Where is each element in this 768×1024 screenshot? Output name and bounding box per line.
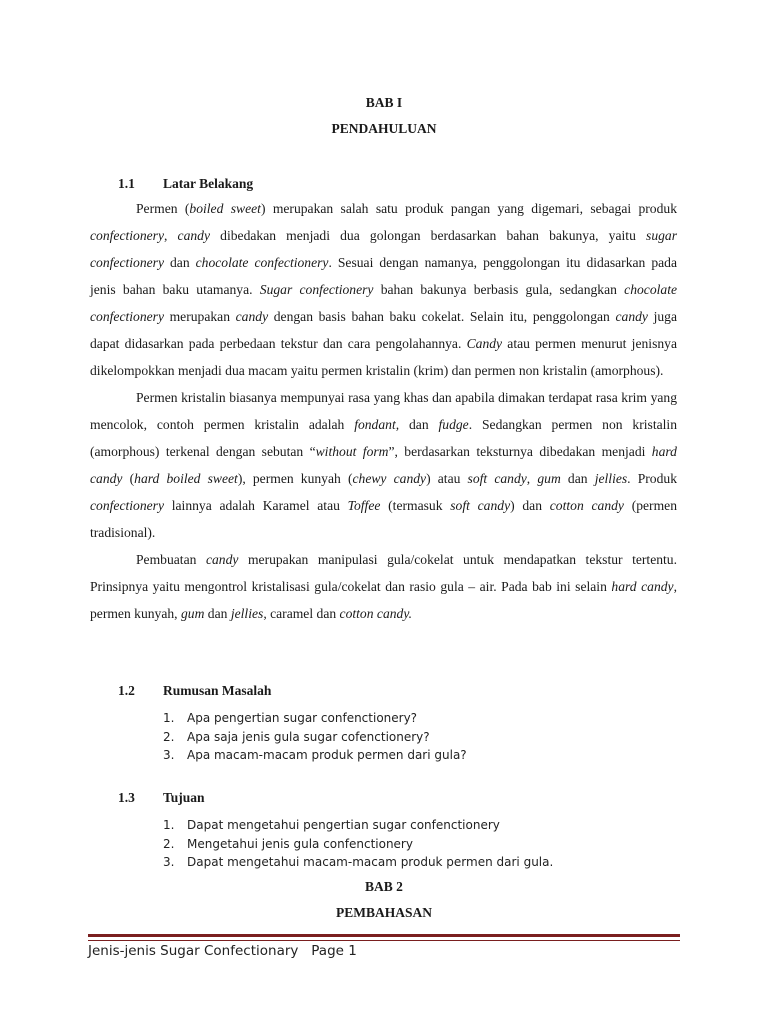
list-item: 1. Apa pengertian sugar confenctionery?	[163, 711, 418, 725]
list-item: 1. Dapat mengetahui pengertian sugar confenctionery	[163, 818, 500, 832]
rumusan-masalah-list	[163, 709, 467, 765]
section-1-1-body	[90, 195, 677, 627]
paragraph: Permen (boiled sweet) merupakan salah satu produk pangan yang digemari, sebagai produk confectionery, candy dibedakan menjadi dua golongan berdasarkan bahan bakunya, yaitu sugar confectionery dan chocolate confectionery. Sesuai dengan namanya, penggolongan itu didasarkan pada jenis bahan baku utamanya. Sugar confectionery bahan bakunya berbasis gula, sedangkan chocolate confectionery merupakan candy dengan basis bahan baku cokelat. Selain itu, penggolongan candy juga dapat didasarkan pada perbedaan tekstur dan cara pengolahannya. Candy atau permen menurut jenisnya dikelompokkan menjadi dua macam yaitu permen kristalin (krim) dan permen non kristalin (amorphous).	[90, 201, 678, 378]
chapter-2-subtitle: PEMBAHASAN	[335, 905, 432, 920]
page-number: Page 1	[311, 943, 357, 959]
tujuan-list	[163, 816, 553, 872]
section-number: 1.2	[118, 683, 135, 698]
list-item: 2. Apa saja jenis gula sugar cofenctionery?	[163, 729, 430, 744]
section-title: Latar Belakang	[163, 176, 254, 191]
page-footer	[88, 943, 357, 959]
footer-rule-thin	[88, 940, 680, 941]
section-title: Tujuan	[163, 790, 205, 805]
paragraph: Pembuatan candy merupakan manipulasi gula/cokelat untuk mendapatkan tekstur tertentu. Prinsipnya yaitu mengontrol kristalisasi gula/cokelat dan rasio gula – air. Pada bab ini selain hard candy, permen kunyah, gum dan jellies, caramel dan cotton candy.	[90, 552, 677, 621]
section-number: 1.3	[118, 790, 135, 805]
chapter-2-title: BAB 2	[365, 879, 403, 894]
footer-rule-thick	[88, 934, 680, 937]
list-item: 2. Mengetahui jenis gula confenctionery	[163, 836, 413, 851]
chapter-1-subtitle: PENDAHULUAN	[331, 121, 437, 136]
footer-title: Jenis-jenis Sugar Confectionary	[88, 943, 299, 959]
list-item: 3. Apa macam-macam produk permen dari gula?	[163, 748, 467, 762]
chapter-1-title: BAB I	[365, 95, 403, 110]
paragraph: Permen kristalin biasanya mempunyai rasa yang khas dan apabila dimakan terdapat rasa krim yang mencolok, contoh permen kristalin adalah fondant, dan fudge. Sedangkan permen non kristalin (amorphous) terkenal dengan sebutan “without form”, berdasarkan teksturnya dibedakan menjadi hard candy (hard boiled sweet), permen kunyah (chewy candy) atau soft candy, gum dan jellies. Produk confectionery lainnya adalah Karamel atau Toffee (termasuk soft candy) dan cotton candy (permen tradisional).	[90, 390, 677, 540]
section-title: Rumusan Masalah	[163, 683, 272, 698]
list-item: 3. Dapat mengetahui macam-macam produk permen dari gula.	[163, 855, 554, 869]
section-number: 1.1	[118, 176, 135, 191]
